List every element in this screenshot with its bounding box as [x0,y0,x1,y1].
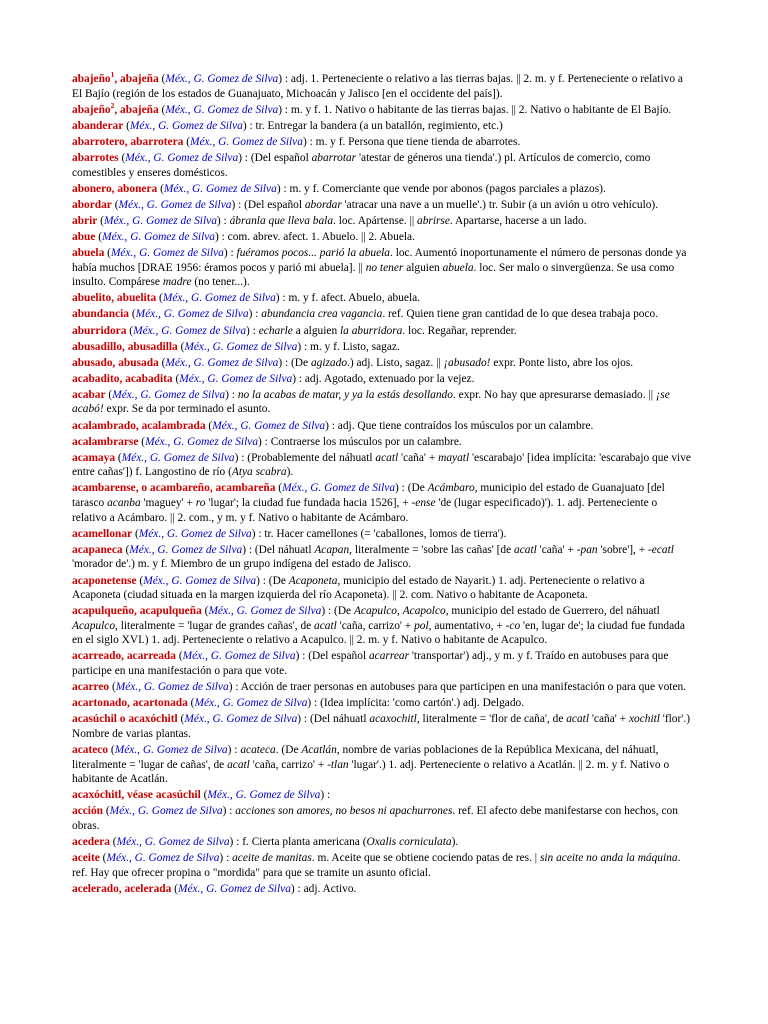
entry-headword: acabar [72,388,106,401]
entry-source: Méx., G. Gomez de Silva [165,356,279,369]
entry-headword: aceite [72,852,100,865]
entry-source: Méx., G. Gomez de Silva [129,119,243,132]
dictionary-entry: acasúchil o acaxóchitl (Méx., G. Gomez de Silva) : (Del náhuatl acaxochitl, literalmente = 'flor de caña', de acatl 'caña' + xochitl 'flor'.) Nombre de varias plantas. [72,713,690,740]
dictionary-entry: abusadillo, abusadilla (Méx., G. Gomez de Silva) : m. y f. Listo, sagaz. [72,340,400,353]
entry-source: Méx., G. Gomez de Silva [135,308,249,321]
entry-definition: : Acción de traer personas en autobuses para que participen en una manifestación o para que voten. [232,681,687,694]
entry-definition: : (Probablemente del náhuatl acatl 'caña' + mayatl 'escarabajo' [idea implícita: 'escarabajo que vive entre cañas']) f. Langostino de río (Atya scabra). [72,451,691,479]
entry-source: Méx., G. Gomez de Silva [208,605,322,618]
entry-source: Méx., G. Gomez de Silva [165,103,279,116]
entry-source: Méx., G. Gomez de Silva [115,681,229,694]
entry-headword: abuelito, abuelita [72,292,157,305]
entry-headword: acedera [72,836,110,849]
entry-definition: : Contraerse los músculos por un calambre. [261,435,462,448]
entry-definition: : (De Acaponeta, municipio del estado de Nayarit.) 1. adj. Perteneciente o relativo a Acaponeta (ciudad situada en la margen izquierda del río Acaponeta). || 2. com. Nativo o habitante de Acaponeta. [72,574,645,602]
entry-headword: abordar [72,198,112,211]
dictionary-entry: abue (Méx., G. Gomez de Silva) : com. abrev. afect. 1. Abuelo. || 2. Abuela. [72,230,415,243]
entry-source: Méx., G. Gomez de Silva [106,852,220,865]
entry-headword: abarrotero, abarrotera [72,135,184,148]
dictionary-entry: acapulqueño, acapulqueña (Méx., G. Gomez de Silva) : (De Acapulco, Acapolco, municipio del estado de Guerrero, del náhuatl Acapulco, literalmente = 'lugar de grandes cañas', de acatl 'caña, carrizo' + pol, aumentativo, + -co 'en, lugar de'; la ciudad fue fundada en el siglo XVI.) 1. adj. Perteneciente o relativo a Acapulco. || 2. m. y f. Nativo o habitante de Acapulco. [72,605,685,647]
entry-source: Méx., G. Gomez de Silva [162,292,276,305]
entry-definition: : m. y f. Persona que tiene tienda de abarrotes. [306,135,521,148]
entry-definition: : (Idea implícita: 'como cartón'.) adj. Delgado. [311,697,525,710]
entry-headword: abundancia [72,308,129,321]
entry-headword: acarreado, acarreada [72,650,176,663]
entry-definition: : ábranla que lleva bala. loc. Apártense. || abrirse. Apartarse, hacerse a un lado. [220,214,587,227]
entry-headword: acaponetense [72,574,137,587]
dictionary-entry: acambarense, o acambareño, acambareña (Méx., G. Gomez de Silva) : (De Acámbaro, municipio del estado de Guanajuato [del tarasco acanba 'maguey' + ro 'lugar'; la ciudad fue fundada hacia 1526], + -ense 'de (lugar especificado)'). 1. adj. Perteneciente o relativo a Acámbaro. || 2. com., y m. y f. Nativo o habitante de Acámbaro. [72,482,665,524]
dictionary-entry: acalambrado, acalambrada (Méx., G. Gomez de Silva) : adj. Que tiene contraídos los músculos por un calambre. [72,419,594,432]
entry-headword: acapulqueño, acapulqueña [72,605,202,618]
dictionary-entry: acartonado, acartonada (Méx., G. Gomez de Silva) : (Idea implícita: 'como cartón'.) adj. Delgado. [72,697,525,710]
dictionary-entry: acelerado, acelerada (Méx., G. Gomez de Silva) : adj. Activo. [72,882,357,895]
entry-source: Méx., G. Gomez de Silva [179,372,293,385]
entry-headword: acabadito, acabadita [72,372,173,385]
entry-definition: : (Del español abarrotar 'atestar de géneros una tienda'.) pl. Artículos de comercio, como comestibles y enseres domésticos. [72,151,651,179]
dictionary-entry: acamaya (Méx., G. Gomez de Silva) : (Probablemente del náhuatl acatl 'caña' + mayatl 'escarabajo' [idea implícita: 'escarabajo que vive entre cañas']) f. Langostino de río (Atya scabra). [72,451,691,479]
entry-definition: : (De agizado.) adj. Listo, sagaz. || ¡abusado! expr. Ponte listo, abre los ojos. [282,356,634,369]
dictionary-entry: abonero, abonera (Méx., G. Gomez de Silva) : m. y f. Comerciante que vende por abonos (pagos parciales a plazos). [72,182,606,195]
entry-definition: : adj. Activo. [294,882,357,895]
entry-definition: : echarle a alguien la aburridora. loc. Regañar, reprender. [249,324,517,337]
entry-headword: abrir [72,214,98,227]
entry-headword: abusado, abusada [72,356,159,369]
entry-source: Méx., G. Gomez de Silva [114,744,228,757]
entry-source: Méx., G. Gomez de Silva [165,73,279,85]
entry-headword: abue [72,230,96,243]
entry-source: Méx., G. Gomez de Silva [184,713,298,726]
entry-definition: : tr. Entregar la bandera (a un batallón, regimiento, etc.) [246,119,503,132]
entry-definition: : (Del náhuatl acaxochitl, literalmente = 'flor de caña', de acatl 'caña' + xochitl 'flor'.) Nombre de varias plantas. [72,713,690,740]
entry-definition: : m. y f. Listo, sagaz. [301,340,400,353]
entry-source: Méx., G. Gomez de Silva [109,805,223,818]
entry-source: Méx., G. Gomez de Silva [143,574,257,587]
entry-headword: acaxóchitl, véase acasúchil [72,789,201,802]
entry-definition: : (Del español abordar 'atracar una nave a un muelle'.) tr. Subir (a un avión u otro vehículo). [235,198,659,211]
dictionary-entry: abusado, abusada (Méx., G. Gomez de Silva) : (De agizado.) adj. Listo, sagaz. || ¡abusado! expr. Ponte listo, abre los ojos. [72,356,634,369]
entry-source: Méx., G. Gomez de Silva [116,836,230,849]
dictionary-entry: acción (Méx., G. Gomez de Silva) : acciones son amores, no besos ni apachurrones. ref. El afecto debe manifestarse con hechos, con obras. [72,805,678,832]
entry-source: Méx., G. Gomez de Silva [110,247,224,260]
dictionary-entry: abanderar (Méx., G. Gomez de Silva) : tr. Entregar la bandera (a un batallón, regimiento, etc.) [72,119,503,132]
entry-source: Méx., G. Gomez de Silva [184,340,298,353]
entry-definition: : acciones son amores, no besos ni apachurrones. ref. El afecto debe manifestarse con hechos, con obras. [72,805,678,832]
entry-headword: abajeño$^1$, abajeña [72,70,159,85]
dictionary-entry: acaponetense (Méx., G. Gomez de Silva) : (De Acaponeta, municipio del estado de Nayarit.) 1. adj. Perteneciente o relativo a Acaponeta (ciudad situada en la margen izquierda del río Acaponeta). || 2. com. Nativo o habitante de Acaponeta. [72,574,645,602]
entry-headword: acateco [72,744,109,757]
entry-definition: : (Del náhuatl Acapan, literalmente = 'sobre las cañas' [de acatl 'caña' + -pan 'sobre'], + -ecatl 'morador de'.) m. y f. Miembro de un grupo indígena del estado de Jalisco. [72,543,674,571]
dictionary-entry: abuelito, abuelita (Méx., G. Gomez de Silva) : m. y f. afect. Abuelo, abuela. [72,292,421,305]
dictionary-entry: aburridora (Méx., G. Gomez de Silva) : echarle a alguien la aburridora. loc. Regañar, reprender. [72,324,517,337]
entry-headword: abarrotes [72,151,119,164]
entry-definition: : abundancia crea vagancia. ref. Quien tiene gran cantidad de lo que desea trabaja poco. [252,308,659,321]
entry-source: Méx., G. Gomez de Silva [194,697,308,710]
entry-headword: acapaneca [72,543,123,556]
entry-headword: abanderar [72,119,124,132]
dictionary-entry: abajeño$^1$, abajeña (Méx., G. Gomez de Silva) : adj. 1. Perteneciente o relativo a las tierras bajas. || 2. m. y f. Perteneciente o relativo a El Bajío (región de los estados de Guanajuato, Michoacán y Jalisco [en el occidente del país]). [72,70,683,100]
entry-definition: : com. abrev. afect. 1. Abuelo. || 2. Abuela. [218,230,415,243]
entry-definition: : adj. 1. Perteneciente o relativo a las tierras bajas. || 2. m. y f. Perteneciente o relativo a El Bajío (región de los estados de Guanajuato, Michoacán y Jalisco [en el occidente del país]). [72,73,683,100]
entry-headword: acambarense, o acambareño, acambareña [72,482,276,495]
entry-definition: : [324,789,331,802]
entry-headword: aburridora [72,324,127,337]
entry-definition: : aceite de manitas. m. Aceite que se obtiene cociendo patas de res. | sin aceite no anda la máquina. ref. Hay que ofrecer propina o "mordida" para que se tramite un asunto oficial. [72,852,681,879]
entry-source: Méx., G. Gomez de Silva [282,482,396,495]
entry-headword: abonero, abonera [72,182,158,195]
entry-source: Méx., G. Gomez de Silva [163,182,277,195]
entry-source: Méx., G. Gomez de Silva [103,214,217,227]
dictionary-entry: acateco (Méx., G. Gomez de Silva) : acateca. (De Acatlán, nombre de varias poblaciones de la República Mexicana, del náhuatl, literalmente = 'lugar de cañas', de acatl 'caña, carrizo' + -tlan 'lugar'.) 1. adj. Perteneciente o relativo a Acatlán. || 2. m. y f. Nativo o habitante de Acatlán. [72,744,670,786]
dictionary-entry: acabadito, acabadita (Méx., G. Gomez de Silva) : adj. Agotado, extenuado por la vejez. [72,372,475,385]
entry-headword: abajeño$^2$, abajeña [72,100,159,116]
entry-headword: acamaya [72,451,116,464]
entry-definition: : (De Acapulco, Acapolco, municipio del estado de Guerrero, del náhuatl Acapulco, literalmente = 'lugar de grandes cañas', de acatl 'caña, carrizo' + pol, aumentativo, + -co 'en, lugar de'; la ciudad fue fundada en el siglo XVI.) 1. adj. Perteneciente o relativo a Acapulco. || 2. m. y f. Nativo o habitante de Acapulco. [72,605,685,647]
dictionary-entry: acaxóchitl, véase acasúchil (Méx., G. Gomez de Silva) : [72,789,331,802]
entry-headword: abusadillo, abusadilla [72,340,178,353]
entry-headword: acalambrarse [72,435,139,448]
entry-source: Méx., G. Gomez de Silva [190,135,303,148]
entry-source: Méx., G. Gomez de Silva [102,230,216,243]
entry-definition: : adj. Agotado, extenuado por la vejez. [296,372,475,385]
dictionary-page [72,72,692,898]
entry-headword: abuela [72,247,105,260]
entry-headword: acarreo [72,681,110,694]
entry-source: Méx., G. Gomez de Silva [207,789,321,802]
entry-headword: acasúchil o acaxóchitl [72,713,178,726]
entry-source: Méx., G. Gomez de Silva [138,527,252,540]
entry-source: Méx., G. Gomez de Silva [133,324,247,337]
entry-definition: : f. Cierta planta americana (Oxalis corniculata). [233,836,459,849]
dictionary-entry: abuela (Méx., G. Gomez de Silva) : fuéramos pocos... parió la abuela. loc. Aumentó inoportunamente el número de personas donde ya había muchos [DRAE 1956: éramos pocos y parió mi abuela]. || no tener alguien abuela. loc. Ser malo o sinvergüenza. Se usa como insulto. Compárese madre (no tener...). [72,247,687,289]
entry-definition: : acateca. (De Acatlán, nombre de varias poblaciones de la República Mexicana, del náhuatl, literalmente = 'lugar de cañas', de acatl 'caña, carrizo' + -tlan 'lugar'.) 1. adj. Perteneciente o relativo a Acatlán. || 2. m. y f. Nativo o habitante de Acatlán. [72,744,670,786]
dictionary-entry: aceite (Méx., G. Gomez de Silva) : aceite de manitas. m. Aceite que se obtiene cociendo patas de res. | sin aceite no anda la máquina. ref. Hay que ofrecer propina o "mordida" para que se tramite un asunto oficial. [72,852,681,879]
entry-definition: : m. y f. afect. Abuelo, abuela. [279,292,421,305]
entry-definition: : m. y f. 1. Nativo o habitante de las tierras bajas. || 2. Nativo o habitante de El Bajío. [282,103,672,116]
entry-source: Méx., G. Gomez de Silva [112,388,226,401]
entry-headword: acelerado, acelerada [72,882,172,895]
entry-definition: : m. y f. Comerciante que vende por abonos (pagos parciales a plazos). [280,182,606,195]
entry-definition: : tr. Hacer camellones (= 'caballones, lomos de tierra'). [255,527,507,540]
entry-definition: : (Del español acarrear 'transportar') adj., y m. y f. Traído en autobuses para que participe en una manifestación o para que vote. [72,650,669,678]
entry-source: Méx., G. Gomez de Silva [145,435,259,448]
dictionary-entry: abarrotero, abarrotera (Méx., G. Gomez de Silva) : m. y f. Persona que tiene tienda de abarrotes. [72,135,521,148]
entry-headword: acartonado, acartonada [72,697,188,710]
dictionary-entry: acabar (Méx., G. Gomez de Silva) : no la acabas de matar, y ya la estás desollando. expr. No hay que apresurarse demasiado. || ¡se acabó! expr. Se da por terminado el asunto. [72,388,670,416]
entry-source: Méx., G. Gomez de Silva [121,451,235,464]
entry-headword: acamellonar [72,527,133,540]
entry-source: Méx., G. Gomez de Silva [129,543,243,556]
entry-definition: : fuéramos pocos... parió la abuela. loc. Aumentó inoportunamente el número de personas donde ya había muchos [DRAE 1956: éramos pocos y parió mi abuela]. || no tener alguien abuela. loc. Ser malo o sinvergüenza. Se usa como insulto. Compárese madre (no tener...). [72,247,687,289]
dictionary-entry: abarrotes (Méx., G. Gomez de Silva) : (Del español abarrotar 'atestar de géneros una tienda'.) pl. Artículos de comercio, como comestibles y enseres domésticos. [72,151,651,179]
entry-source: Méx., G. Gomez de Silva [177,882,291,895]
dictionary-entry: abundancia (Méx., G. Gomez de Silva) : abundancia crea vagancia. ref. Quien tiene gran cantidad de lo que desea trabaja poco. [72,308,659,321]
dictionary-entry: acedera (Méx., G. Gomez de Silva) : f. Cierta planta americana (Oxalis corniculata). [72,836,459,849]
dictionary-entry: abordar (Méx., G. Gomez de Silva) : (Del español abordar 'atracar una nave a un muelle'.) tr. Subir (a un avión u otro vehículo). [72,198,659,211]
entry-headword: acalambrado, acalambrada [72,419,206,432]
dictionary-entry: abrir (Méx., G. Gomez de Silva) : ábranla que lleva bala. loc. Apártense. || abrirse. Apartarse, hacerse a un lado. [72,214,587,227]
dictionary-entry: acarreo (Méx., G. Gomez de Silva) : Acción de traer personas en autobuses para que participen en una manifestación o para que voten. [72,681,687,694]
entry-source: Méx., G. Gomez de Silva [212,419,326,432]
entry-source: Méx., G. Gomez de Silva [182,650,296,663]
dictionary-entry: abajeño$^2$, abajeña (Méx., G. Gomez de Silva) : m. y f. 1. Nativo o habitante de las tierras bajas. || 2. Nativo o habitante de El Bajío. [72,100,672,116]
dictionary-entry: acapaneca (Méx., G. Gomez de Silva) : (Del náhuatl Acapan, literalmente = 'sobre las cañas' [de acatl 'caña' + -pan 'sobre'], + -ecatl 'morador de'.) m. y f. Miembro de un grupo indígena del estado de Jalisco. [72,543,674,571]
entry-source: Méx., G. Gomez de Silva [125,151,239,164]
entry-definition: : (De Acámbaro, municipio del estado de Guanajuato [del tarasco acanba 'maguey' + ro 'lugar'; la ciudad fue fundada hacia 1526], + -ense 'de (lugar especificado)'). 1. adj. Perteneciente o relativo a Acámbaro. || 2. com., y m. y f. Nativo o habitante de Acámbaro. [72,482,665,524]
entry-headword: acción [72,805,104,818]
entry-source: Méx., G. Gomez de Silva [118,198,232,211]
dictionary-entry: acamellonar (Méx., G. Gomez de Silva) : tr. Hacer camellones (= 'caballones, lomos de tierra'). [72,527,507,540]
entry-definition: : no la acabas de matar, y ya la estás desollando. expr. No hay que apresurarse demasiado. || ¡se acabó! expr. Se da por terminado el asunto. [72,388,670,416]
entry-definition: : adj. Que tiene contraídos los músculos por un calambre. [328,419,594,432]
dictionary-entry: acalambrarse (Méx., G. Gomez de Silva) : Contraerse los músculos por un calambre. [72,435,462,448]
dictionary-entry: acarreado, acarreada (Méx., G. Gomez de Silva) : (Del español acarrear 'transportar') adj., y m. y f. Traído en autobuses para que participe en una manifestación o para que vote. [72,650,669,678]
